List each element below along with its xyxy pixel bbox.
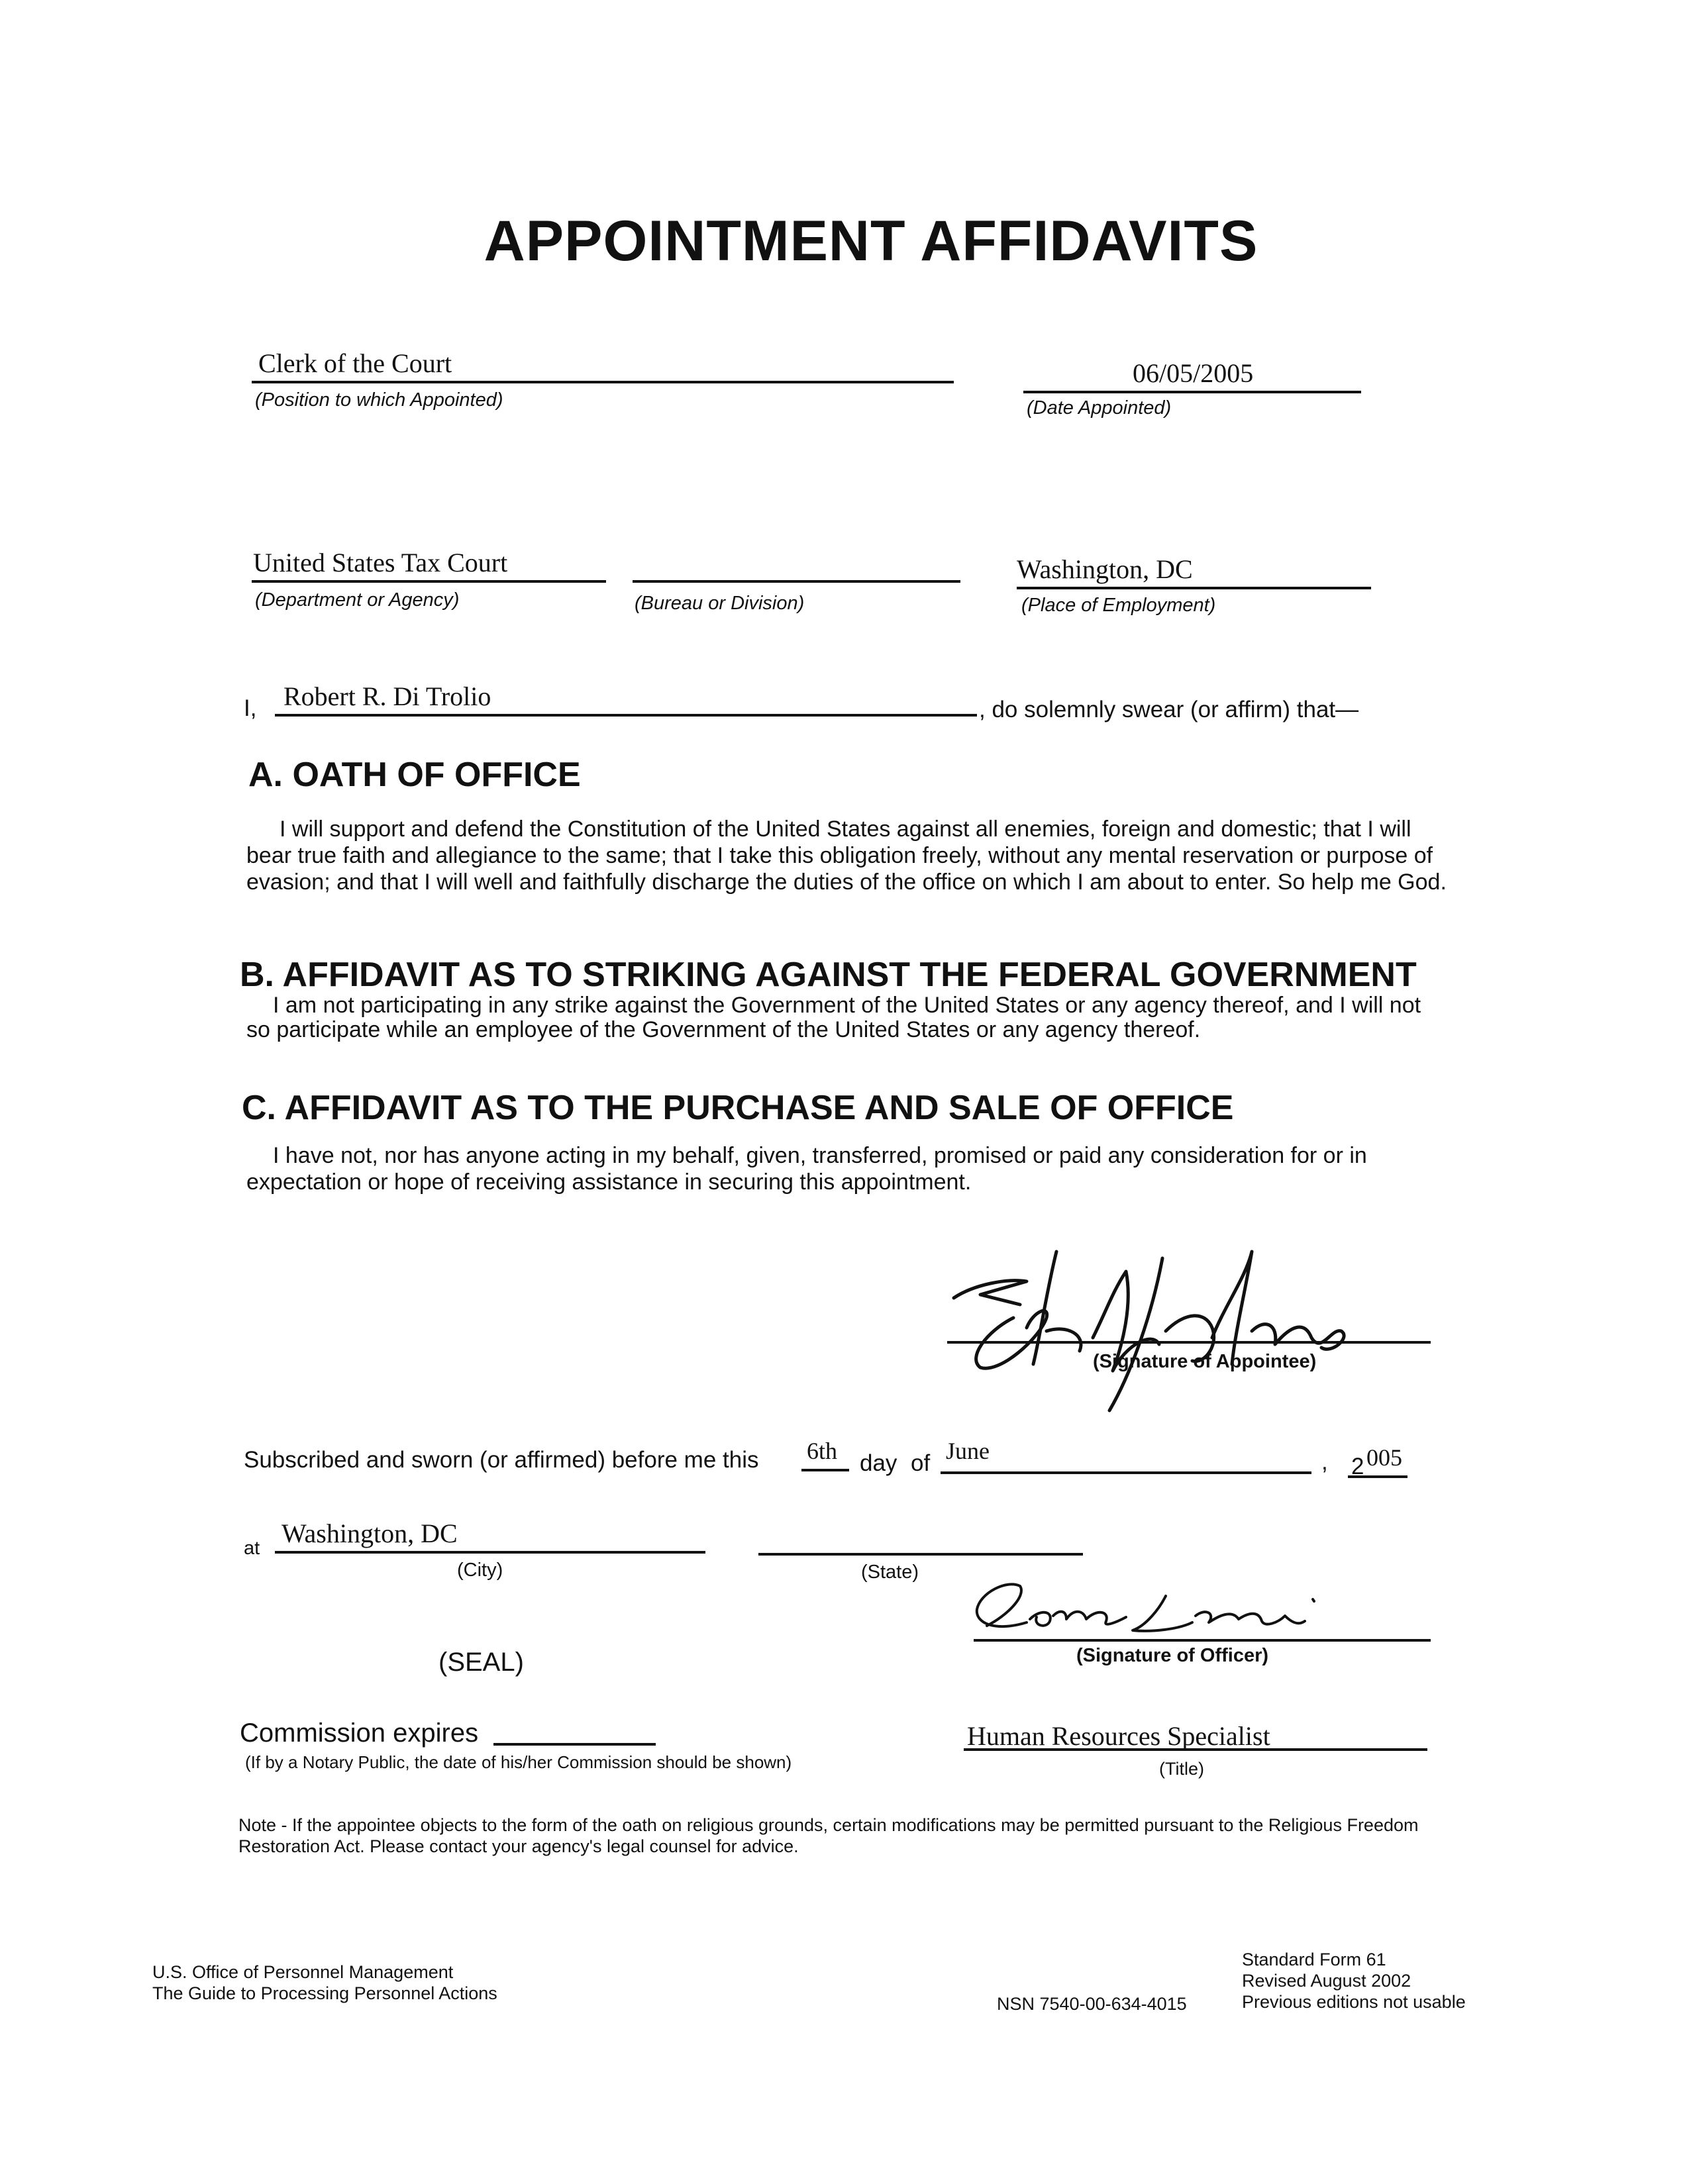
swear-prefix: I, (244, 695, 257, 721)
officer-signature-caption: (Signature of Officer) (1076, 1645, 1269, 1666)
religious-note: Note - If the appointee objects to the form of the oath on religious grounds, certain modifications may be permitted pursuant to the Religious Freedom Restoration Act. Please contact your agency's legal counsel for advice. (238, 1815, 1419, 1856)
sworn-month: June (946, 1438, 990, 1464)
appointee-signature-caption: (Signature of Appointee) (1093, 1351, 1317, 1372)
officer-title-value: Human Resources Specialist (967, 1721, 1270, 1751)
officer-title-caption: (Title) (1159, 1759, 1204, 1779)
officer-title-line (964, 1748, 1427, 1751)
officer-signature-drawing (967, 1569, 1378, 1656)
appointee-signature-line (947, 1341, 1431, 1344)
location-city-caption: (City) (457, 1560, 503, 1581)
appointee-name-line (275, 714, 977, 717)
commission-note: (If by a Notary Public, the date of his/her Commission should be shown) (245, 1752, 792, 1772)
bureau-caption: (Bureau or Division) (635, 593, 805, 614)
date-appointed-value: 06/05/2005 (1133, 358, 1254, 388)
bureau-line (633, 580, 960, 583)
department-value: United States Tax Court (253, 548, 508, 577)
section-b-text: I am not participating in any strike against the Government of the United States or any agency thereof, and I will not so participate while an employee of the Government of the United States or any agency thereof. (246, 993, 1421, 1042)
department-caption: (Department or Agency) (255, 589, 460, 611)
place-caption: (Place of Employment) (1021, 595, 1216, 616)
footer-agency-line2: The Guide to Processing Personnel Actions (152, 1983, 497, 2003)
footer-form-editions: Previous editions not usable (1242, 1992, 1466, 2012)
footer-form-number: Standard Form 61 (1242, 1950, 1386, 1969)
location-at: at (244, 1538, 260, 1559)
place-value: Washington, DC (1017, 554, 1193, 584)
swear-suffix: , do solemnly swear (or affirm) that— (979, 697, 1359, 722)
footer-agency-line1: U.S. Office of Personnel Management (152, 1962, 454, 1982)
sworn-year-prefix: 2 (1351, 1454, 1364, 1479)
location-city-line (275, 1551, 705, 1554)
location-state-caption: (State) (861, 1562, 919, 1583)
section-a-heading: A. OATH OF OFFICE (248, 756, 581, 794)
officer-signature-line (974, 1639, 1431, 1642)
sworn-day: 6th (807, 1438, 838, 1464)
sworn-day-label: day (860, 1450, 897, 1476)
date-appointed-line (1023, 391, 1361, 393)
date-appointed-caption: (Date Appointed) (1027, 397, 1172, 419)
sworn-of-label: of (911, 1450, 931, 1476)
appointee-name: Robert R. Di Trolio (283, 681, 491, 711)
footer-form-revised: Revised August 2002 (1242, 1971, 1411, 1991)
position-caption: (Position to which Appointed) (255, 389, 503, 411)
position-value: Clerk of the Court (258, 348, 452, 378)
position-line (252, 381, 954, 383)
sworn-month-line (941, 1471, 1311, 1474)
sworn-day-line (801, 1469, 849, 1471)
sworn-year-line (1348, 1475, 1408, 1478)
footer-nsn: NSN 7540-00-634-4015 (997, 1994, 1187, 2014)
sworn-comma: , (1321, 1449, 1328, 1475)
sworn-text: Subscribed and sworn (or affirmed) before me this (244, 1447, 759, 1473)
section-c-heading: C. AFFIDAVIT AS TO THE PURCHASE AND SALE OF OFFICE (242, 1089, 1234, 1127)
commission-line (493, 1743, 656, 1746)
sworn-year: 005 (1366, 1444, 1402, 1471)
department-line (252, 580, 606, 583)
section-c-text: I have not, nor has anyone acting in my behalf, given, transferred, promised or paid any consideration for or in expectation or hope of receiving assistance in securing this appointment. (246, 1143, 1367, 1195)
location-state-line (758, 1553, 1083, 1556)
section-b-heading: B. AFFIDAVIT AS TO STRIKING AGAINST THE FEDERAL GOVERNMENT (240, 956, 1417, 994)
commission-label: Commission expires (240, 1718, 479, 1748)
page-title: APPOINTMENT AFFIDAVITS (484, 209, 1258, 273)
place-line (1017, 587, 1371, 589)
seal-label: (SEAL) (438, 1648, 524, 1677)
location-city: Washington, DC (282, 1518, 458, 1548)
appointee-signature-drawing (934, 1212, 1411, 1424)
section-a-text: I will support and defend the Constitution of the United States against all enemies, foreign and domestic; that I will bear true faith and allegiance to the same; that I take this obligation freely, without any mental reservation or purpose of evasion; and that I will well and faithfully discharge the duties of the office on which I am about to enter. So help me God. (246, 817, 1447, 895)
